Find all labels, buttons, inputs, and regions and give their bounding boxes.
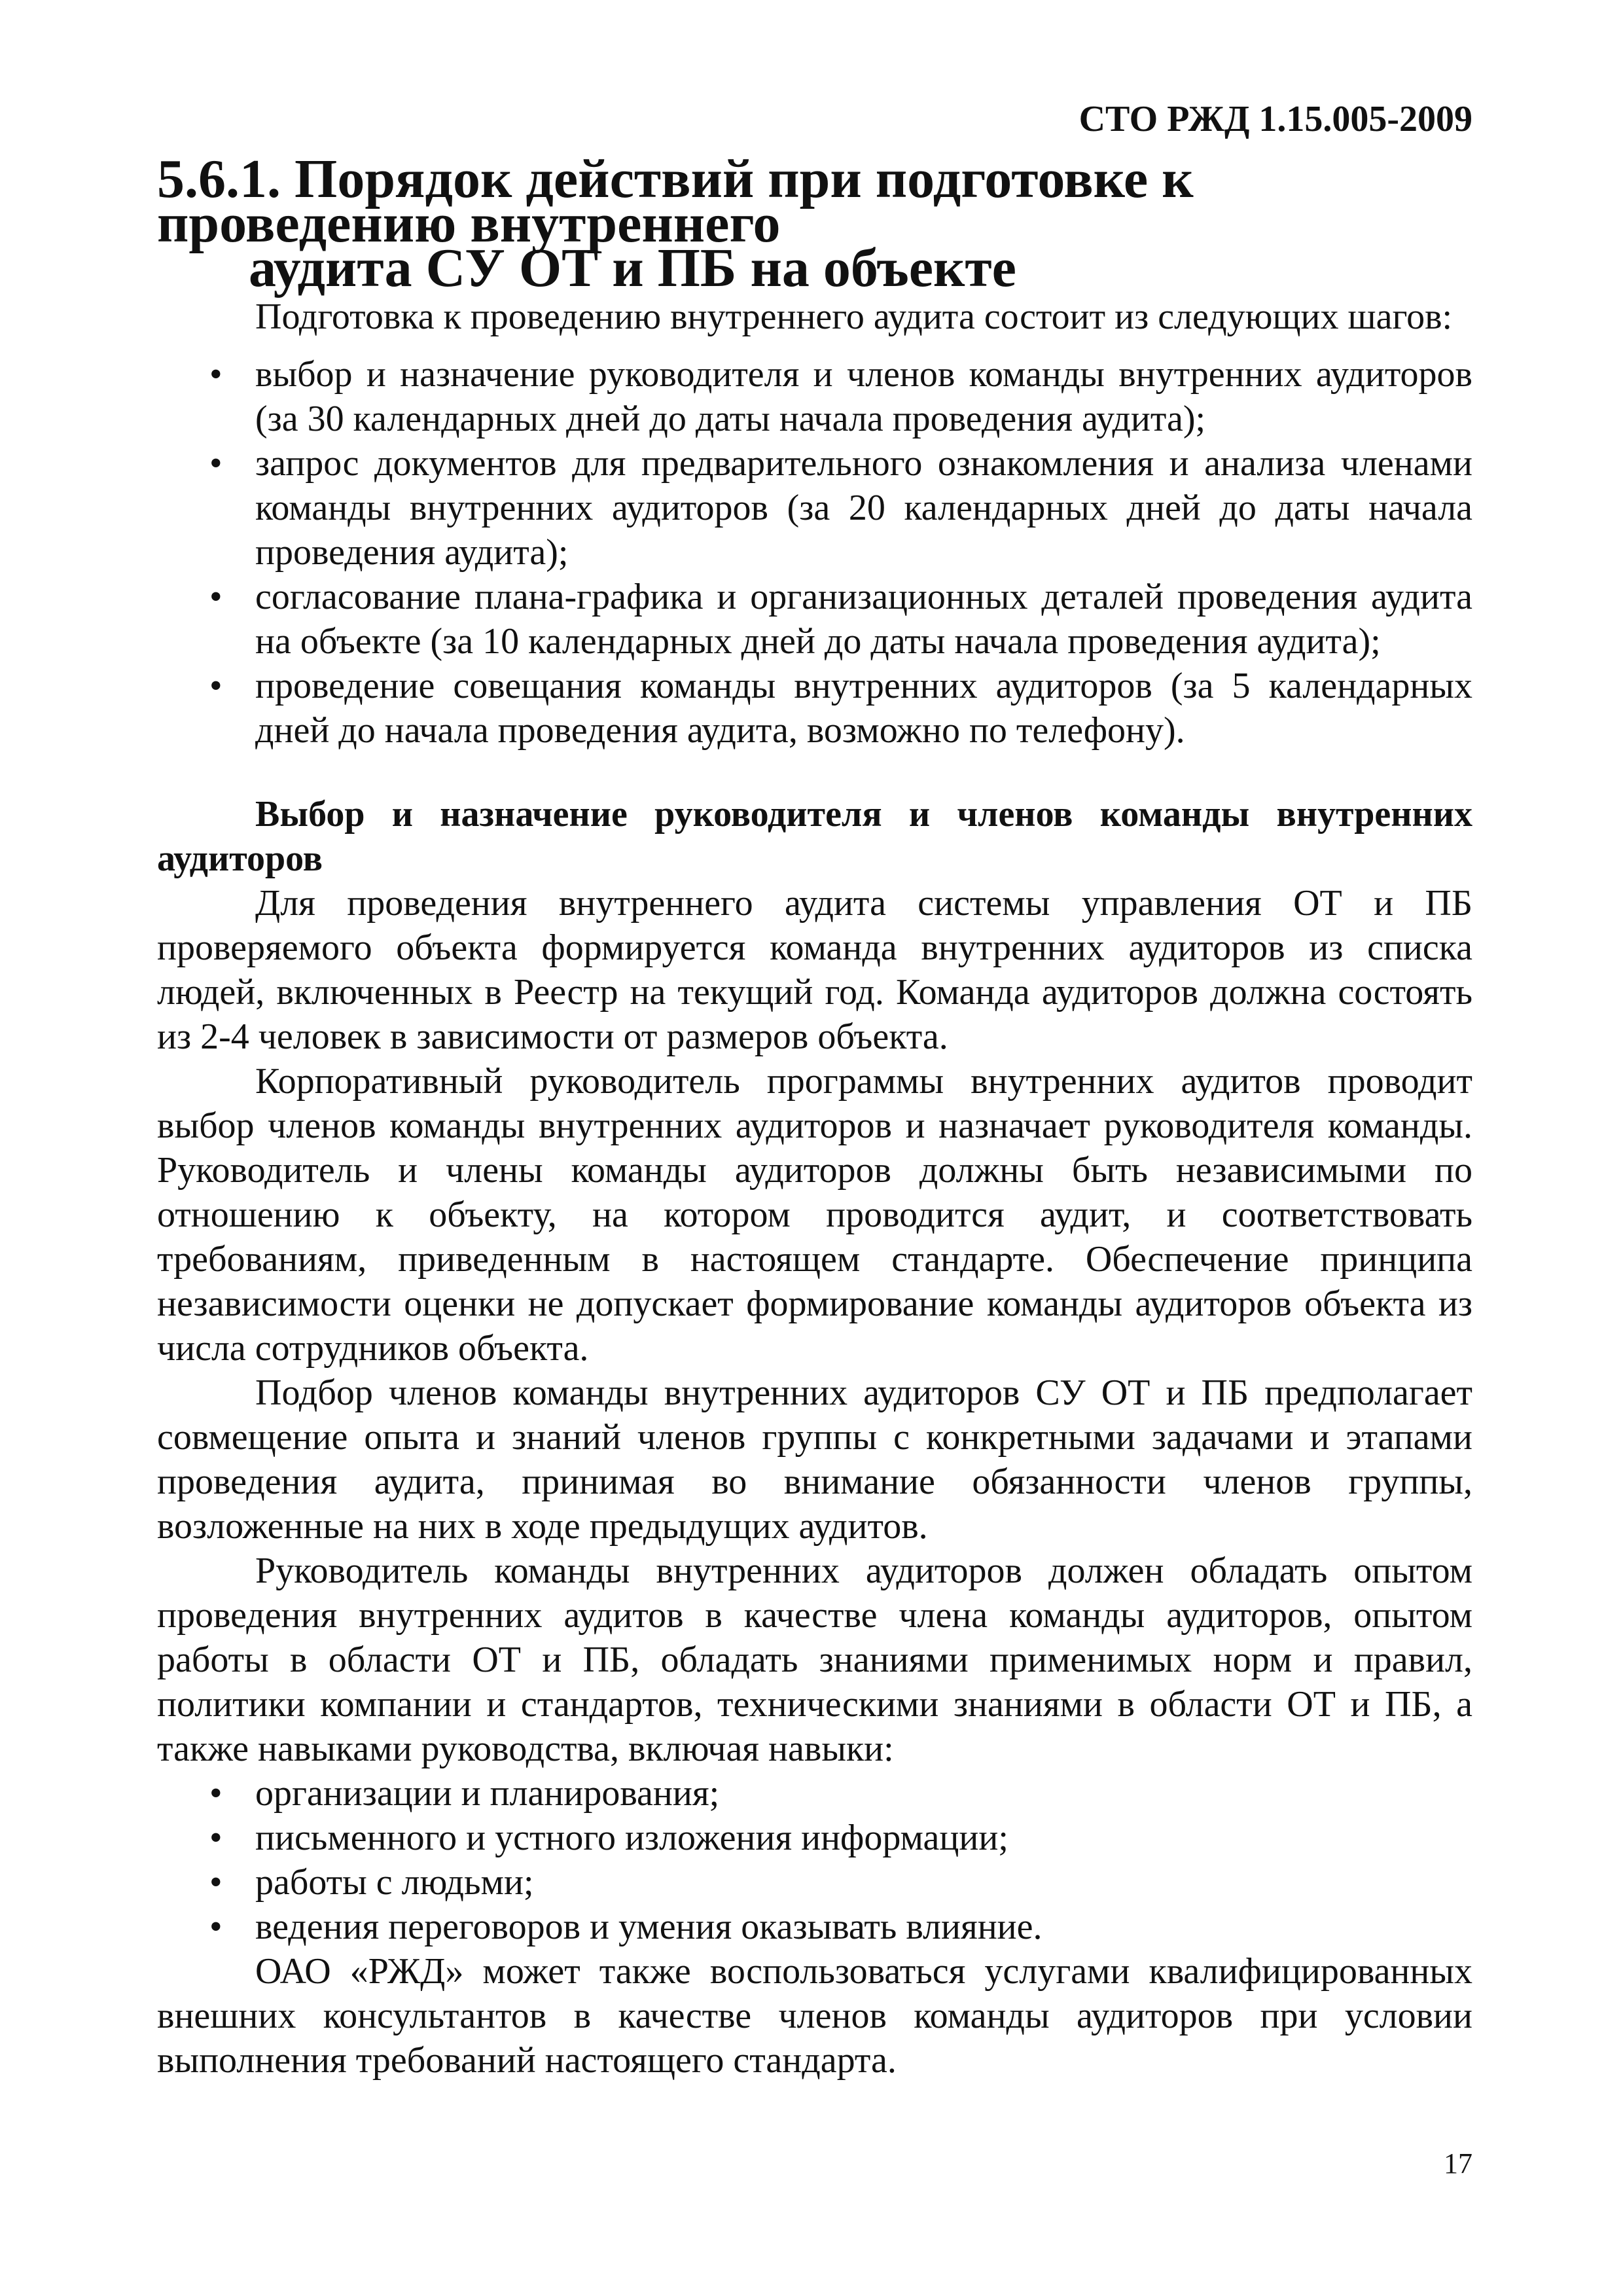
body-paragraph: Для проведения внутреннего аудита системы управления ОТ и ПБ проверяемого объекта формируется команда внутренних аудиторов из списка людей, включенных в Реестр на текущий год. Команда аудиторов должна состоять из 2-4 человек в зависимости от размеров объекта. <box>157 883 1472 1057</box>
subheading: Выбор и назначение руководителя и членов команды внутренних аудиторов <box>157 794 1472 879</box>
body-paragraph: Корпоративный руководитель программы внутренних аудитов проводит выбор членов команды внутренних аудиторов и назначает руководителя команды. Руководитель и члены команды аудиторов должны быть независимыми по отношению к объекту, на котором проводится аудит, и соответствовать требованиям, приведенным в настоящем стандарте. Обеспечение принципа независимости оценки не допускает формирование команды аудиторов объекта из числа сотрудников объекта. <box>157 1061 1472 1369</box>
list-item-text: работы с людьми; <box>255 1862 534 1903</box>
closing-paragraph: ОАО «РЖД» может также воспользоваться услугами квалифицированных внешних консультантов в качестве членов команды аудиторов при условии выполнения требований настоящего стандарта. <box>157 1951 1472 2081</box>
body-paragraph: Подбор членов команды внутренних аудиторов СУ ОТ и ПБ предполагает совмещение опыта и знаний членов группы с конкретными задачами и этапами проведения аудита, принимая во внимание обязанности членов группы, возложенные на них в ходе предыдущих аудитов. <box>157 1372 1472 1547</box>
bullet-icon: • <box>209 354 223 395</box>
section-title-line-2: аудита СУ ОТ и ПБ на объекте <box>249 238 1016 298</box>
bullet-icon: • <box>209 1862 223 1903</box>
section-title <box>157 149 1472 298</box>
list-item-text: выбор и назначение руководителя и членов команды внутренних аудиторов (за 30 календарных дней до даты начала проведения аудита); <box>255 354 1472 439</box>
list-item <box>157 1905 1472 1949</box>
list-item-text: согласование плана-графика и организационных деталей проведения аудита на объекте (за 10 календарных дней до даты начала проведения аудита); <box>255 577 1472 662</box>
list-item <box>157 352 1472 441</box>
list-item <box>157 575 1472 664</box>
bullet-icon: • <box>209 1773 223 1814</box>
list-item-text: проведение совещания команды внутренних аудиторов (за 5 календарных дней до начала проведения аудита, возможно по телефону). <box>255 666 1472 751</box>
intro-paragraph: Подготовка к проведению внутреннего аудита состоит из следующих шагов: <box>255 296 1453 337</box>
list-item <box>157 664 1472 753</box>
page-content <box>157 149 1472 2083</box>
preparation-steps-list <box>157 352 1472 753</box>
bullet-icon: • <box>209 1818 223 1858</box>
list-item-text: ведения переговоров и умения оказывать влияние. <box>255 1907 1043 1947</box>
list-item-text: запрос документов для предварительного ознакомления и анализа членами команды внутренних аудиторов (за 20 календарных дней до даты начала проведения аудита); <box>255 443 1472 573</box>
list-item <box>157 441 1472 575</box>
list-item-text: организации и планирования; <box>255 1773 720 1814</box>
skills-list <box>157 1771 1472 1949</box>
page-number: 17 <box>1444 2147 1472 2179</box>
bullet-icon: • <box>209 1907 223 1947</box>
list-item-text: письменного и устного изложения информации; <box>255 1818 1008 1858</box>
list-item <box>157 1860 1472 1905</box>
list-item <box>157 1771 1472 1816</box>
body-paragraph: Руководитель команды внутренних аудиторов должен обладать опытом проведения внутренних аудитов в качестве члена команды аудиторов, опытом работы в области ОТ и ПБ, обладать знаниями применимых норм и правил, политики компании и стандартов, техническими знаниями в области ОТ и ПБ, а также навыками руководства, включая навыки: <box>157 1551 1472 1769</box>
section-title-line-1: 5.6.1. Порядок действий при подготовке к проведению внутреннего <box>157 149 1194 254</box>
bullet-icon: • <box>209 666 223 706</box>
document-code: СТО РЖД 1.15.005-2009 <box>1079 99 1472 139</box>
list-item <box>157 1816 1472 1860</box>
bullet-icon: • <box>209 577 223 617</box>
bullet-icon: • <box>209 443 223 484</box>
